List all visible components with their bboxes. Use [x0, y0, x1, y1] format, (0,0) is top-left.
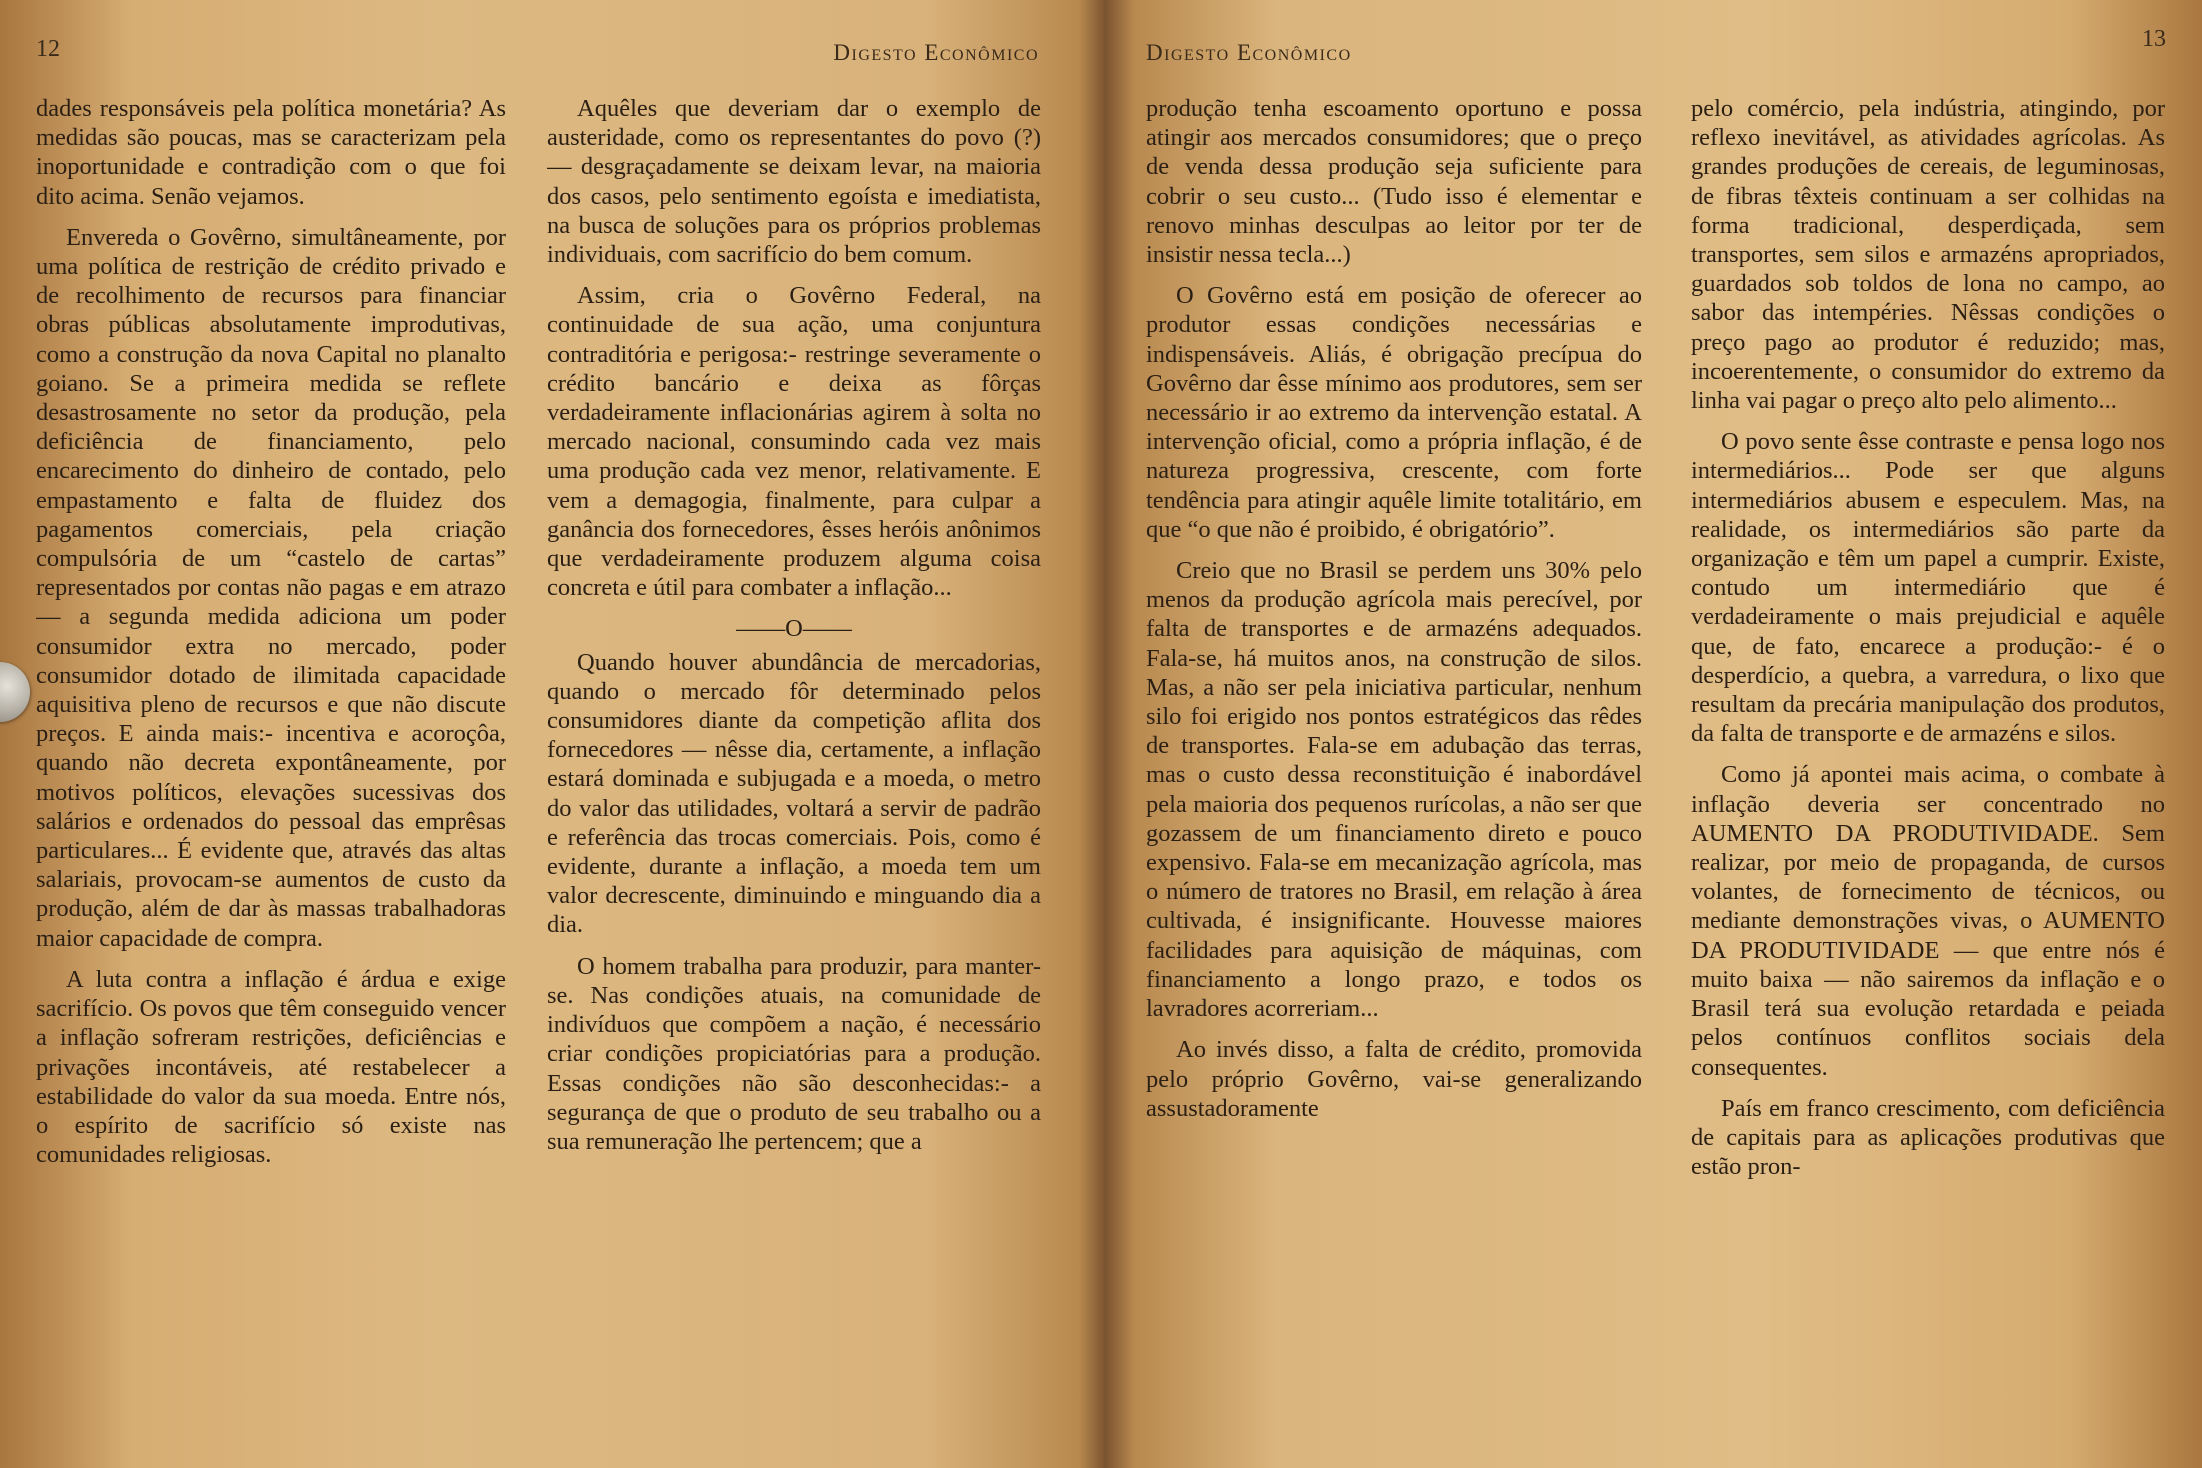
paragraph: O povo sente êsse contraste e pensa logo nos intermediários... Pode ser que alguns intermediários abusem e especulem. Mas, na realidade, os intermediários são parte da organização e têm um papel a cumprir. Existe, contudo um intermediário que é verdadeiramente o mais prejudicial e aquêle que, de fato, encarece a produção:- é o desperdício, a quebra, a varredura, o lixo que resultam da precária manipulação dos produtos, da falta de transporte e de armazéns e silos. [1691, 428, 2165, 748]
paragraph: Ao invés disso, a falta de crédito, promovida pelo próprio Govêrno, vai-se generalizando assustadoramente [1146, 1036, 1642, 1122]
paragraph: Envereda o Govêrno, simultâneamente, por uma política de restrição de crédito privado e de recolhimento de recursos para financiar obras públicas absolutamente improdutivas, como a construção da nova Capital no planalto goiano. Se a primeira medida se reflete desastrosamente no setor da produção, pela deficiência de financiamento, pelo encarecimento do dinheiro de contado, pelo empastamento e falta de fluidez dos pagamentos comerciais, pela criação compulsória de um “castelo de cartas” representados por contas não pagas e em atrazo — a segunda medida adiciona um poder consumidor extra no mercado, poder consumidor dotado de ilimitada capacidade aquisitiva pleno de recursos e que não discute preços. E ainda mais:- incentiva e acoroçôa, quando não decreta expontâneamente, por motivos políticos, elevações sucessivas dos salários e ordenados do pessoal das emprêsas particulares... É evidente que, através das altas salariais, provocam-se aumentos de custo da produção, além de dar às massas trabalhadoras maior capacidade de compra. [36, 223, 506, 952]
running-head-right: Digesto Econômico [1146, 40, 1352, 65]
metal-clip [0, 662, 30, 722]
paragraph: O homem trabalha para produzir, para manter-se. Nas condições atuais, na comunidade de indivíduos que compõem a nação, é necessário criar condições propiciatórias para a produção. Essas condições não são desconhecidas:- a segurança de que o produto de seu trabalho ou a sua remuneração lhe pertencem; que a [547, 952, 1041, 1155]
page-number-right: 13 [2142, 26, 2166, 52]
page-number-left: 12 [36, 36, 60, 62]
right-page [1101, 0, 2202, 1468]
right-column-1 [1146, 94, 1642, 1414]
paragraph: pelo comércio, pela indústria, atingindo, por reflexo inevitável, as atividades agrícolas. As grandes produções de cereais, de leguminosas, de fibras têxteis continuam a ser colhidas na forma tradicional, desperdiçada, sem transportes, sem silos e armazéns apropriados, guardados sob toldos de lona no campo, ao sabor das intempéries. Nêssas condições o preço pago ao produtor é reduzido; mas, incoerentemente, o consumidor do extremo da linha vai pagar o preço alto pelo alimento... [1691, 95, 2165, 415]
paragraph: Como já apontei mais acima, o combate à inflação deveria ser concentrado no AUMENTO DA PRODUTIVIDADE. Sem realizar, por meio de propaganda, de cursos volantes, de fornecimento de técnicos, ou mediante demonstrações vivas, o AUMENTO DA PRODUTIVIDADE — que entre nós é muito baixa — não sairemos da inflação e o Brasil terá sua evolução retardada e peiada pelos contínuos conflitos sociais dela consequentes. [1691, 761, 2165, 1081]
left-column-2 [547, 94, 1041, 1414]
paragraph: O Govêrno está em posição de oferecer ao produtor essas condições necessárias e indispensáveis. Aliás, é obrigação precípua do Govêrno dar êsse mínimo aos produtores, sem ser necessário ir ao extremo da intervenção estatal. A intervenção oficial, como a própria inflação, é de natureza progressiva, crescente, com forte tendência para atingir aquêle limite totalitário, em que “o que não é proibido, é obrigatório”. [1146, 282, 1642, 543]
section-separator: ——O—— [736, 615, 852, 643]
running-head-left: Digesto Econômico [833, 40, 1039, 65]
paragraph: Assim, cria o Govêrno Federal, na continuidade de sua ação, uma conjuntura contraditória e perigosa:- restringe severamente o crédito bancário e deixa as fôrças verdadeiramente inflacionárias agirem à solta no mercado nacional, consumindo cada vez mais uma produção cada vez menor, relativamente. E vem a demagogia, finalmente, para culpar a ganância dos fornecedores, êsses heróis anônimos que verdadeiramente produzem alguma coisa concreta e útil para combater a inflação... [547, 282, 1041, 602]
paragraph: Aquêles que deveriam dar o exemplo de austeridade, como os representantes do povo (?) — desgraçadamente se deixam levar, na maioria dos casos, pelo sentimento egoísta e imediatista, na busca de soluções para os próprios problemas individuais, com sacrifício do bem comum. [547, 95, 1041, 269]
paragraph: País em franco crescimento, com deficiência de capitais para as aplicações produtivas que estão pron- [1691, 1094, 2165, 1181]
right-column-2 [1691, 94, 2165, 1414]
left-column-1 [36, 94, 506, 1414]
paragraph: Quando houver abundância de mercadorias, quando o mercado fôr determinado pelos consumidores diante da competição aflita dos fornecedores — nêsse dia, certamente, a inflação estará dominada e subjugada e a moeda, o metro do valor das utilidades, voltará a servir de padrão e referência das trocas comerciais. Pois, como é evidente, durante a inflação, a moeda tem um valor decrescente, diminuindo e minguando dia a dia. [547, 648, 1041, 939]
paragraph: Creio que no Brasil se perdem uns 30% pelo menos da produção agrícola mais perecível, por falta de transportes e de armazéns adequados. Fala-se, há muitos anos, na construção de silos. Mas, a não ser pela iniciativa particular, nenhum silo foi erigido nos pontos estratégicos das rêdes de transportes. Fala-se em adubação das terras, mas o custo dessa reconstituição é inabordável pela maioria dos pequenos rurícolas, a não ser que gozassem de um financiamento direto e pouco expensivo. Fala-se em mecanização agrícola, mas o número de tratores no Brasil, em relação à área cultivada, é insignificante. Houvesse maiores facilidades para aquisição de máquinas, com financiamento a longo prazo, e todos os lavradores acorreriam... [1146, 557, 1642, 1023]
paragraph: produção tenha escoamento oportuno e possa atingir aos mercados consumidores; que o preço de venda dessa produção seja suficiente para cobrir o seu custo... (Tudo isso é elementar e renovo minhas desculpas ao leitor por ter de insistir nessa tecla...) [1146, 95, 1642, 269]
paragraph: dades responsáveis pela política monetária? As medidas são poucas, mas se caracterizam pela inoportunidade e contradição com o que foi dito acima. Senão vejamos. [36, 95, 506, 210]
paragraph: A luta contra a inflação é árdua e exige sacrifício. Os povos que têm conseguido vencer a inflação sofreram restrições, deficiências e privações incontáveis, até restabelecer a estabilidade do valor da sua moeda. Entre nós, o espírito de sacrifício só existe nas comunidades religiosas. [36, 965, 506, 1169]
